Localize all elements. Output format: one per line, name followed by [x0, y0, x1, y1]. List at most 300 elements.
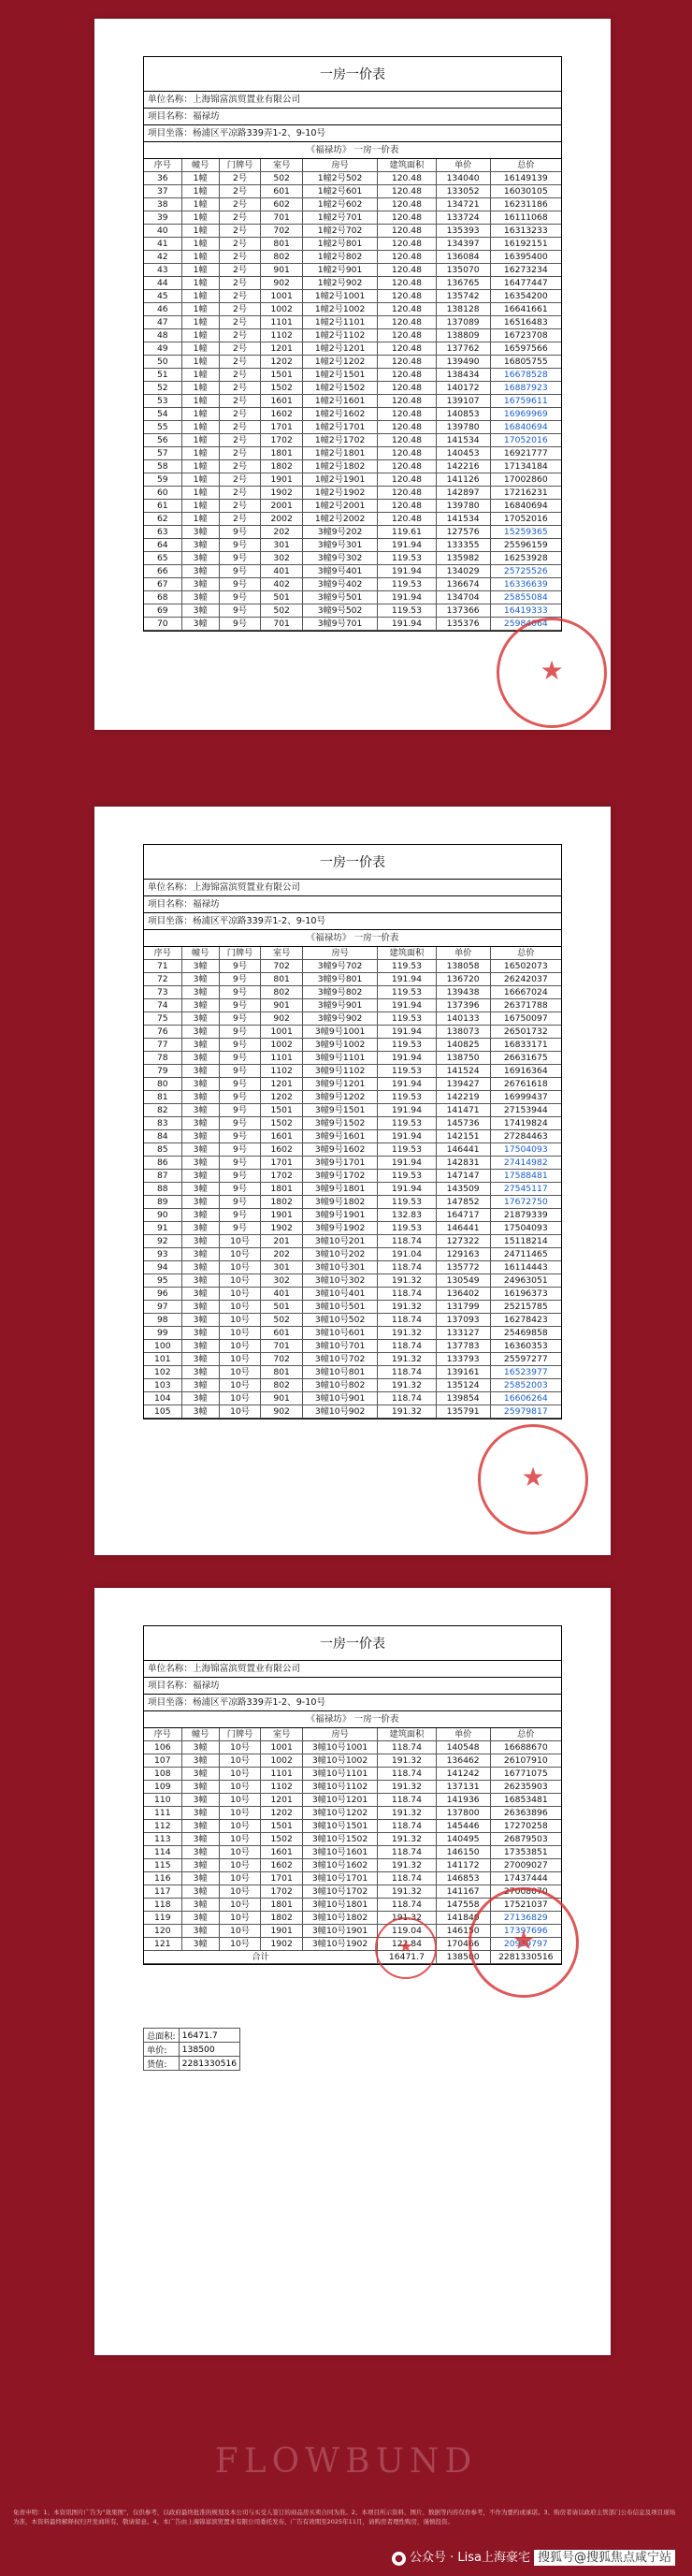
summary-label: 货值: — [144, 2057, 180, 2071]
table-cell: 1501 — [261, 1104, 303, 1117]
table-cell: 1幢 — [181, 329, 219, 342]
table-cell: 1002 — [261, 1039, 303, 1052]
table-row — [144, 1222, 561, 1235]
table-cell: 902 — [261, 277, 303, 290]
table-cell: 145736 — [436, 1117, 490, 1130]
table-cell: 10号 — [219, 1327, 261, 1340]
table-cell: 3幢9号1001 — [302, 1026, 377, 1039]
table-cell: 1幢 — [181, 356, 219, 369]
table-cell: 801 — [261, 238, 303, 251]
table-row — [144, 526, 561, 539]
table-cell: 1202 — [261, 1807, 303, 1820]
table-cell: 3幢10号901 — [302, 1392, 377, 1405]
table-cell: 146853 — [436, 1872, 490, 1885]
table-cell: 140853 — [436, 408, 490, 421]
table-cell: 9号 — [219, 999, 261, 1012]
table-cell: 9号 — [219, 1183, 261, 1196]
table-cell: 75 — [144, 1012, 181, 1026]
table-cell: 134704 — [436, 591, 490, 604]
table-cell: 1幢2号1502 — [302, 382, 377, 395]
table-cell: 191.94 — [378, 999, 436, 1012]
table-row — [144, 447, 561, 460]
table-cell: 143509 — [436, 1183, 490, 1196]
table-cell: 119.53 — [378, 960, 436, 973]
table-cell: 120.48 — [378, 185, 436, 198]
table-cell: 133127 — [436, 1327, 490, 1340]
table-cell: 133793 — [436, 1353, 490, 1366]
table-cell: 3幢9号901 — [302, 999, 377, 1012]
document-page-3 — [94, 1588, 611, 2355]
table-cell: 44 — [144, 277, 181, 290]
table-cell: 76 — [144, 1026, 181, 1039]
table-cell: 3幢 — [181, 1222, 219, 1235]
table-cell: 1801 — [261, 1899, 303, 1912]
table-cell: 137396 — [436, 999, 490, 1012]
table-cell: 3幢10号1002 — [302, 1754, 377, 1768]
table-cell: 10号 — [219, 1340, 261, 1353]
table-cell: 3幢 — [181, 1143, 219, 1157]
table-cell: 191.32 — [378, 1859, 436, 1872]
table-cell: 142151 — [436, 1130, 490, 1143]
table-cell: 15259365 — [490, 526, 561, 539]
project-name: 项目名称：福禄坊 — [144, 109, 561, 125]
table-cell: 1幢 — [181, 238, 219, 251]
table-cell: 1702 — [261, 1170, 303, 1183]
company-name: 单位名称：上海锦富滨贸置业有限公司 — [144, 92, 561, 109]
table-cell: 3幢 — [181, 1379, 219, 1392]
table-cell: 191.32 — [378, 1405, 436, 1419]
table-cell: 191.32 — [378, 1353, 436, 1366]
table-cell: 9号 — [219, 1157, 261, 1170]
table-cell: 91 — [144, 1222, 181, 1235]
table-header-row — [144, 1728, 561, 1741]
table-row — [144, 1859, 561, 1872]
table-cell: 130549 — [436, 1274, 490, 1288]
column-header: 室号 — [261, 947, 303, 960]
table-cell: 118.74 — [378, 1820, 436, 1833]
table-row — [144, 185, 561, 198]
table-cell: 16419333 — [490, 604, 561, 618]
table-cell: 139854 — [436, 1392, 490, 1405]
table-row — [144, 198, 561, 211]
table-row — [144, 238, 561, 251]
table-cell: 1幢 — [181, 473, 219, 487]
table-cell: 120 — [144, 1925, 181, 1938]
table-cell: 1001 — [261, 1026, 303, 1039]
table-cell: 9号 — [219, 986, 261, 999]
table-cell: 2号 — [219, 329, 261, 342]
table-cell: 140133 — [436, 1012, 490, 1026]
table-row — [144, 487, 561, 500]
table-cell: 9号 — [219, 565, 261, 578]
table-cell: 9号 — [219, 1012, 261, 1026]
table-row — [144, 1288, 561, 1301]
table-cell: 1201 — [261, 1078, 303, 1091]
table-cell: 3幢10号701 — [302, 1340, 377, 1353]
table-row — [144, 1314, 561, 1327]
table-cell: 141840 — [436, 1912, 490, 1925]
table-cell: 1502 — [261, 382, 303, 395]
brand-logo: FLOWBUND — [214, 2442, 478, 2481]
column-header: 总价 — [490, 159, 561, 172]
table-cell: 3幢 — [181, 1157, 219, 1170]
table-cell: 120.48 — [378, 356, 436, 369]
table-cell: 2号 — [219, 251, 261, 264]
table-cell: 3幢9号1802 — [302, 1196, 377, 1209]
table-cell: 1001 — [261, 290, 303, 303]
table-cell: 3幢 — [181, 1846, 219, 1859]
table-cell: 601 — [261, 185, 303, 198]
table-cell: 72 — [144, 973, 181, 986]
table-cell: 139161 — [436, 1366, 490, 1379]
table-cell: 142831 — [436, 1157, 490, 1170]
table-cell: 3幢10号1102 — [302, 1781, 377, 1794]
table-cell: 1幢2号702 — [302, 225, 377, 238]
table-cell: 119.53 — [378, 986, 436, 999]
table-cell: 16231186 — [490, 198, 561, 211]
table-cell: 119.53 — [378, 578, 436, 591]
table-cell: 119.53 — [378, 552, 436, 565]
table-cell: 17216231 — [490, 487, 561, 500]
table-row — [144, 395, 561, 408]
table-cell: 139438 — [436, 986, 490, 999]
table-cell: 26107910 — [490, 1754, 561, 1768]
sheet-title: 一房一价表 — [144, 57, 561, 92]
table-cell: 2号 — [219, 513, 261, 526]
table-cell: 1幢 — [181, 251, 219, 264]
table-cell: 26235903 — [490, 1781, 561, 1794]
table-cell: 16833171 — [490, 1039, 561, 1052]
table-cell: 63 — [144, 526, 181, 539]
column-header: 幢号 — [181, 159, 219, 172]
table-cell: 3幢 — [181, 1248, 219, 1261]
table-cell: 3幢10号302 — [302, 1274, 377, 1288]
table-row — [144, 1794, 561, 1807]
table-cell: 147558 — [436, 1899, 490, 1912]
table-cell: 66 — [144, 565, 181, 578]
table-cell: 10号 — [219, 1248, 261, 1261]
table-cell: 10号 — [219, 1820, 261, 1833]
table-cell: 139427 — [436, 1078, 490, 1091]
table-cell: 10号 — [219, 1794, 261, 1807]
table-cell: 127322 — [436, 1235, 490, 1248]
table-cell: 2号 — [219, 447, 261, 460]
table-cell: 1幢2号502 — [302, 172, 377, 185]
table-cell: 1902 — [261, 1938, 303, 1951]
table-cell: 3幢10号1502 — [302, 1833, 377, 1846]
sheet-subtitle: 《福禄坊》 一房一价表 — [144, 930, 561, 947]
table-row — [144, 421, 561, 434]
table-cell: 1802 — [261, 1912, 303, 1925]
table-row — [144, 329, 561, 342]
table-cell: 139780 — [436, 421, 490, 434]
table-cell: 119.53 — [378, 1143, 436, 1157]
table-cell: 1幢2号1802 — [302, 460, 377, 473]
table-cell: 1801 — [261, 1183, 303, 1196]
table-cell: 112 — [144, 1820, 181, 1833]
table-cell: 3幢 — [181, 960, 219, 973]
table-row — [144, 973, 561, 986]
table-cell: 16805755 — [490, 356, 561, 369]
table-cell: 16759611 — [490, 395, 561, 408]
table-cell: 16641661 — [490, 303, 561, 316]
table-cell: 120.48 — [378, 447, 436, 460]
table-cell: 1幢2号902 — [302, 277, 377, 290]
table-cell: 1101 — [261, 1052, 303, 1065]
table-cell: 62 — [144, 513, 181, 526]
table-cell: 191.32 — [378, 1833, 436, 1846]
table-cell: 120.48 — [378, 251, 436, 264]
table-cell: 136462 — [436, 1754, 490, 1768]
table-cell: 901 — [261, 1392, 303, 1405]
table-cell: 170466 — [436, 1938, 490, 1951]
table-cell: 191.04 — [378, 1248, 436, 1261]
table-cell: 145446 — [436, 1820, 490, 1833]
table-cell: 16273234 — [490, 264, 561, 277]
table-cell: 120.48 — [378, 238, 436, 251]
table-row — [144, 604, 561, 618]
table-cell: 191.94 — [378, 1078, 436, 1091]
table-cell: 118.74 — [378, 1768, 436, 1781]
table-cell: 1幢2号1901 — [302, 473, 377, 487]
table-cell: 141126 — [436, 473, 490, 487]
company-name: 单位名称：上海锦富滨贸置业有限公司 — [144, 880, 561, 896]
table-cell: 3幢 — [181, 1912, 219, 1925]
table-cell: 3幢9号402 — [302, 578, 377, 591]
table-cell: 502 — [261, 172, 303, 185]
table-cell: 1102 — [261, 1781, 303, 1794]
table-cell: 74 — [144, 999, 181, 1012]
table-cell: 3幢10号702 — [302, 1353, 377, 1366]
table-cell: 9号 — [219, 1170, 261, 1183]
table-cell: 3幢9号1502 — [302, 1117, 377, 1130]
table-cell: 191.32 — [378, 1754, 436, 1768]
table-cell: 501 — [261, 591, 303, 604]
table-cell: 20939797 — [490, 1938, 561, 1951]
table-cell: 17052016 — [490, 513, 561, 526]
table-cell: 3幢9号701 — [302, 618, 377, 631]
table-cell: 3幢 — [181, 999, 219, 1012]
table-cell: 120.48 — [378, 395, 436, 408]
table-cell: 1701 — [261, 421, 303, 434]
table-cell: 16114443 — [490, 1261, 561, 1274]
table-cell: 53 — [144, 395, 181, 408]
table-cell: 118.74 — [378, 1314, 436, 1327]
table-cell: 9号 — [219, 604, 261, 618]
table-cell: 118.74 — [378, 1288, 436, 1301]
table-cell: 2号 — [219, 382, 261, 395]
table-row — [144, 1353, 561, 1366]
table-cell: 402 — [261, 578, 303, 591]
table-cell: 120.48 — [378, 487, 436, 500]
table-row — [144, 303, 561, 316]
table-row — [144, 1754, 561, 1768]
table-cell: 118.74 — [378, 1366, 436, 1379]
table-cell: 1幢 — [181, 277, 219, 290]
table-cell: 3幢 — [181, 1392, 219, 1405]
table-cell: 701 — [261, 211, 303, 225]
table-cell: 16111068 — [490, 211, 561, 225]
table-row — [144, 277, 561, 290]
table-cell: 16360353 — [490, 1340, 561, 1353]
table-cell: 104 — [144, 1392, 181, 1405]
table-cell: 142219 — [436, 1091, 490, 1104]
table-cell: 10号 — [219, 1938, 261, 1951]
table-cell: 902 — [261, 1012, 303, 1026]
table-cell: 1幢2号802 — [302, 251, 377, 264]
table-row — [144, 382, 561, 395]
table-cell: 41 — [144, 238, 181, 251]
table-cell: 16606264 — [490, 1392, 561, 1405]
table-cell: 1幢2号2002 — [302, 513, 377, 526]
table-cell: 120.48 — [378, 303, 436, 316]
summary-label: 单价: — [144, 2043, 180, 2057]
table-cell: 1101 — [261, 1768, 303, 1781]
table-cell: 16523977 — [490, 1366, 561, 1379]
table-cell: 1902 — [261, 487, 303, 500]
table-cell: 3幢 — [181, 1065, 219, 1078]
table-cell: 3幢10号301 — [302, 1261, 377, 1274]
table-row — [144, 1405, 561, 1419]
table-cell: 25979817 — [490, 1405, 561, 1419]
table-row — [144, 1846, 561, 1859]
table-cell: 25855084 — [490, 591, 561, 604]
table-cell: 1幢2号1601 — [302, 395, 377, 408]
column-header: 序号 — [144, 159, 181, 172]
sheet-subtitle: 《福禄坊》 一房一价表 — [144, 1711, 561, 1728]
table-cell: 1幢2号601 — [302, 185, 377, 198]
table-cell: 103 — [144, 1379, 181, 1392]
table-cell: 164717 — [436, 1209, 490, 1222]
table-cell: 9号 — [219, 1196, 261, 1209]
table-cell: 102 — [144, 1366, 181, 1379]
table-cell: 1幢 — [181, 264, 219, 277]
sheet-subtitle: 《福禄坊》 一房一价表 — [144, 142, 561, 159]
table-row — [144, 1143, 561, 1157]
table-cell: 301 — [261, 1261, 303, 1274]
column-header: 单价 — [436, 947, 490, 960]
table-cell: 16313233 — [490, 225, 561, 238]
table-cell: 73 — [144, 986, 181, 999]
table-cell: 10号 — [219, 1235, 261, 1248]
table-cell: 3幢 — [181, 618, 219, 631]
table-cell: 10号 — [219, 1768, 261, 1781]
table-cell: 10号 — [219, 1872, 261, 1885]
table-row — [144, 290, 561, 303]
table-cell: 1幢 — [181, 382, 219, 395]
table-cell: 137089 — [436, 316, 490, 329]
table-cell: 70 — [144, 618, 181, 631]
table-row — [144, 1117, 561, 1130]
table-cell: 3幢9号1901 — [302, 1209, 377, 1222]
table-cell: 502 — [261, 604, 303, 618]
table-cell: 2号 — [219, 434, 261, 447]
table-cell: 10号 — [219, 1301, 261, 1314]
summary-value: 2281330516 — [179, 2057, 239, 2071]
table-row — [144, 1379, 561, 1392]
table-cell: 118.74 — [378, 1846, 436, 1859]
table-cell: 10号 — [219, 1366, 261, 1379]
table-cell: 17134184 — [490, 460, 561, 473]
table-cell: 136765 — [436, 277, 490, 290]
table-cell: 1幢 — [181, 198, 219, 211]
table-cell: 901 — [261, 264, 303, 277]
table-cell: 3幢9号1601 — [302, 1130, 377, 1143]
table-cell: 129163 — [436, 1248, 490, 1261]
table-cell: 1幢2号1101 — [302, 316, 377, 329]
table-row — [144, 1012, 561, 1026]
table-cell: 17521037 — [490, 1899, 561, 1912]
table-cell: 3幢9号202 — [302, 526, 377, 539]
table-cell: 46 — [144, 303, 181, 316]
table-cell: 131799 — [436, 1301, 490, 1314]
table-cell: 9号 — [219, 526, 261, 539]
table-cell: 191.94 — [378, 539, 436, 552]
table-cell: 302 — [261, 1274, 303, 1288]
watermark-tag: 搜狐号@搜狐焦点咸宁站 — [534, 2550, 675, 2566]
table-cell: 17672750 — [490, 1196, 561, 1209]
table-cell: 602 — [261, 198, 303, 211]
table-cell: 3幢 — [181, 565, 219, 578]
table-cell: 1901 — [261, 1925, 303, 1938]
table-cell: 42 — [144, 251, 181, 264]
table-cell: 114 — [144, 1846, 181, 1859]
table-cell: 118.74 — [378, 1261, 436, 1274]
table-cell: 9号 — [219, 1104, 261, 1117]
table-cell: 1602 — [261, 1859, 303, 1872]
summary-box — [143, 2028, 240, 2071]
table-cell: 120.48 — [378, 382, 436, 395]
table-cell: 2号 — [219, 185, 261, 198]
table-cell: 120.48 — [378, 290, 436, 303]
table-cell: 10号 — [219, 1781, 261, 1794]
table-cell: 3幢 — [181, 1117, 219, 1130]
table-cell: 2001 — [261, 500, 303, 513]
table-cell: 10号 — [219, 1261, 261, 1274]
table-cell: 135070 — [436, 264, 490, 277]
table-cell: 1902 — [261, 1222, 303, 1235]
table-cell: 1幢 — [181, 185, 219, 198]
table-cell: 901 — [261, 999, 303, 1012]
table-cell: 1幢 — [181, 395, 219, 408]
table-cell: 39 — [144, 211, 181, 225]
table-cell: 3幢 — [181, 1104, 219, 1117]
table-cell: 2号 — [219, 395, 261, 408]
table-cell: 2号 — [219, 316, 261, 329]
table-cell: 134397 — [436, 238, 490, 251]
table-cell: 16516483 — [490, 316, 561, 329]
table-row — [144, 1340, 561, 1353]
table-cell: 56 — [144, 434, 181, 447]
table-cell: 48 — [144, 329, 181, 342]
table-cell: 10号 — [219, 1379, 261, 1392]
table-cell: 3幢 — [181, 1209, 219, 1222]
table-cell: 17588481 — [490, 1170, 561, 1183]
table-cell: 2号 — [219, 500, 261, 513]
table-cell: 1幢 — [181, 513, 219, 526]
table-cell: 3幢 — [181, 1833, 219, 1846]
table-cell: 141471 — [436, 1104, 490, 1117]
table-cell: 133724 — [436, 211, 490, 225]
table-cell: 1幢2号901 — [302, 264, 377, 277]
table-cell: 67 — [144, 578, 181, 591]
table-cell: 9号 — [219, 1039, 261, 1052]
table-cell: 120.48 — [378, 264, 436, 277]
table-row — [144, 408, 561, 421]
table-cell: 702 — [261, 225, 303, 238]
table-cell: 25596159 — [490, 539, 561, 552]
table-cell: 89 — [144, 1196, 181, 1209]
